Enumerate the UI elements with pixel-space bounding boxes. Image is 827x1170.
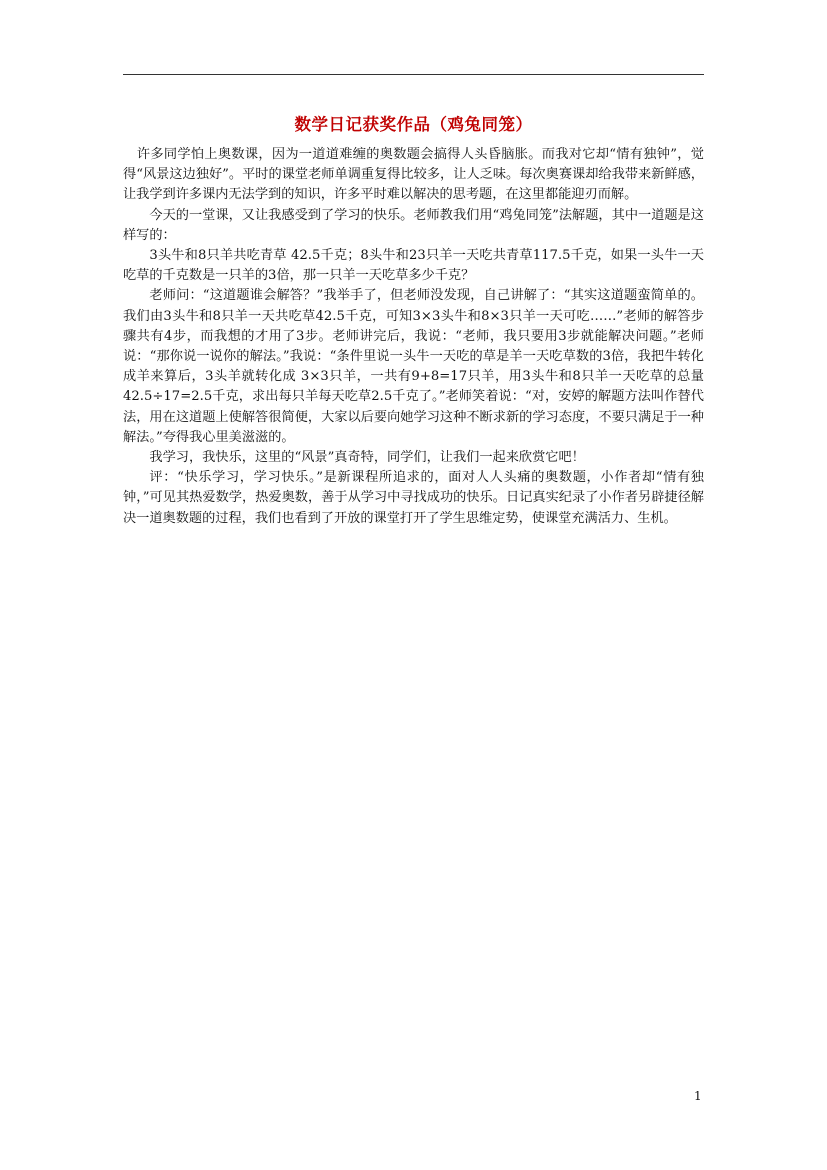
- document-body: [123, 145, 704, 529]
- paragraph-intro: 许多同学怕上奥数课，因为一道道难缠的奥数题会搞得人头昏脑胀。而我对它却“情有独钟”，觉得“风景这边独好”。平时的课堂老师单调重复得比较多，让人乏味。每次奥赛课却给我带来新鲜感，让我学到许多课内无法学到的知识，许多平时难以解决的思考题，在这里都能迎刃而解。: [123, 147, 704, 203]
- header-rule: [123, 74, 704, 75]
- document-title: 数学日记获奖作品（鸡兔同笼）: [294, 115, 533, 134]
- page-number: 1: [694, 1089, 702, 1103]
- paragraph-conclusion: 我学习，我快乐，这里的“风景”真奇特，同学们，让我们一起来欣赏它吧！: [149, 450, 585, 466]
- paragraph-problem: 3头牛和8只羊共吃青草 42.5千克；8头牛和23只羊一天吃共青草117.5千克，如果一头牛一天吃草的千克数是一只羊的3倍，那一只羊一天吃草多少千克？: [123, 248, 704, 284]
- paragraph-lesson: 今天的一堂课，又让我感受到了学习的快乐。老师教我们用“鸡兔同笼”法解题，其中一道题是这样写的：: [123, 207, 704, 243]
- paragraph-comment: 评：“快乐学习，学习快乐。”是新课程所追求的，面对人人头痛的奥数题，小作者却“情有独钟，”可见其热爱数学，热爱奥数，善于从学习中寻找成功的快乐。日记真实纪录了小作者另辟捷径解决一道奥数题的过程，我们也看到了开放的课堂打开了学生思维定势，使课堂充满活力、生机。: [123, 470, 704, 526]
- paragraph-dialogue: 老师问：“这道题谁会解答？”我举手了，但老师没发现，自己讲解了：“其实这道题蛮简单的。我们由3头牛和8只羊一天共吃草42.5千克，可知3×3头牛和8×3只羊一天可吃……”老师的解答步骤共有4步，而我想的才用了3步。老师讲完后，我说：“老师，我只要用3步就能解决问题。”老师说：“那你说一说你的解法。”我说：“条件里说一头牛一天吃的草是羊一天吃草数的3倍，我把牛转化成羊来算后，3头羊就转化成 3×3只羊，一共有9+8=17只羊，用3头牛和8只羊一天吃草的总量42.5÷17=2.5千克，求出每只羊每天吃草2.5千克了。”老师笑着说：“对，安婷的解题方法叫作替代法，用在这道题上使解答很简便，大家以后要向她学习这种不断求新的学习态度，不要只满足于一种解法。”夸得我心里美滋滋的。: [123, 288, 704, 445]
